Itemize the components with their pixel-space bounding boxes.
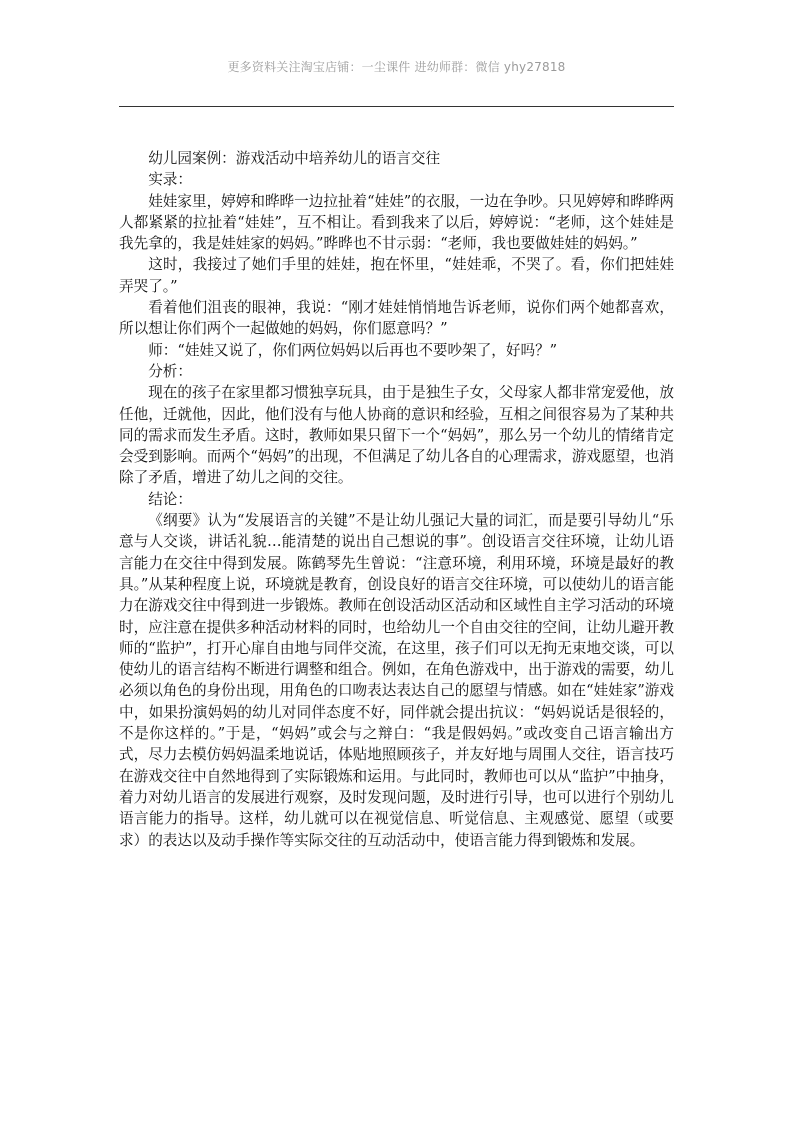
document-title: 幼儿园案例：游戏活动中培养幼儿的语言交往	[148, 150, 441, 167]
paragraph: 看着他们沮丧的眼神，我说：“刚才娃娃悄悄地告诉老师，说你们两个她都喜欢，所以想让你们两个一起做她的妈妈，你们愿意吗？”	[119, 299, 674, 338]
document-body	[119, 148, 674, 851]
paragraph: 《纲要》认为“发展语言的关键”不是让幼儿强记大量的词汇，而是要引导幼儿“乐意与人交谈，讲话礼貌…能清楚的说出自己想说的事”。创设语言交往环境，让幼儿语言能力在交往中得到发展。陈鹤琴先生曾说：“注意环境，利用环境，环境是最好的教具。”从某种程度上说，环境就是教育，创设良好的语言交往环境，可以使幼儿的语言能力在游戏交往中得到进一步锻炼。教师在创设活动区活动和区域性自主学习活动的环境时，应注意在提供多种活动材料的同时，也给幼儿一个自由交往的空间，让幼儿避开教师的“监护”，打开心扉自由地与同伴交流，在这里，孩子们可以无拘无束地交谈，可以使幼儿的语言结构不断进行调整和组合。例如，在角色游戏中，出于游戏的需要，幼儿必须以角色的身份出现，用角色的口吻表达表达自己的愿望与情感。如在“娃娃家”游戏中，如果扮演妈妈的幼儿对同伴态度不好，同伴就会提出抗议：“妈妈说话是很轻的，不是你这样的。”于是，“妈妈”或会与之辩白：“我是假妈妈。”或改变自己语言输出方式，尽力去模仿妈妈温柔地说话，体贴地照顾孩子，并友好地与周围人交往，语言技巧在游戏交往中自然地得到了实际锻炼和运用。与此同时，教师也可以从“监护”中抽身，着力对幼儿语言的发展进行观察，及时发现问题，及时进行引导，也可以进行个别幼儿语言能力的指导。这样，幼儿就可以在视觉信息、听觉信息、主观感觉、愿望（或要求）的表达以及动手操作等实际交往的互动活动中，使语言能力得到锻炼和发展。	[119, 512, 674, 849]
paragraph: 现在的孩子在家里都习惯独享玩具，由于是独生子女，父母家人都非常宠爱他，放任他，迁就他，因此，他们没有与他人协商的意识和经验，互相之间很容易为了某种共同的需求而发生矛盾。这时，教师如果只留下一个“妈妈”，那么另一个幼儿的情绪肯定会受到影响。而两个“妈妈”的出现，不但满足了幼儿各自的心理需求，游戏愿望，也消除了矛盾，增进了幼儿之间的交往。	[119, 384, 674, 487]
paragraph: 这时，我接过了她们手里的娃娃，抱在怀里，“娃娃乖，不哭了。看，你们把娃娃弄哭了。”	[119, 256, 674, 295]
section-heading-analysis: 分析：	[148, 362, 192, 380]
paragraph: 娃娃家里，婷婷和晔晔一边拉扯着“娃娃”的衣服，一边在争吵。只见婷婷和晔晔两人都紧紧的拉扯着“娃娃”，互不相让。看到我来了以后，婷婷说：“老师，这个娃娃是我先拿的，我是娃娃家的妈妈。”晔晔也不甘示弱：“老师，我也要做娃娃的妈妈。”	[119, 192, 674, 253]
page-header: 更多资料关注淘宝店铺：一尘课件 进幼师群：微信 yhy27818	[227, 60, 566, 74]
section-heading-conclusion: 结论：	[148, 490, 192, 508]
header-divider	[119, 106, 674, 107]
paragraph: 师：“娃娃又说了，你们两位妈妈以后再也不要吵架了，好吗？”	[148, 341, 558, 359]
section-heading-record: 实录：	[148, 171, 192, 189]
